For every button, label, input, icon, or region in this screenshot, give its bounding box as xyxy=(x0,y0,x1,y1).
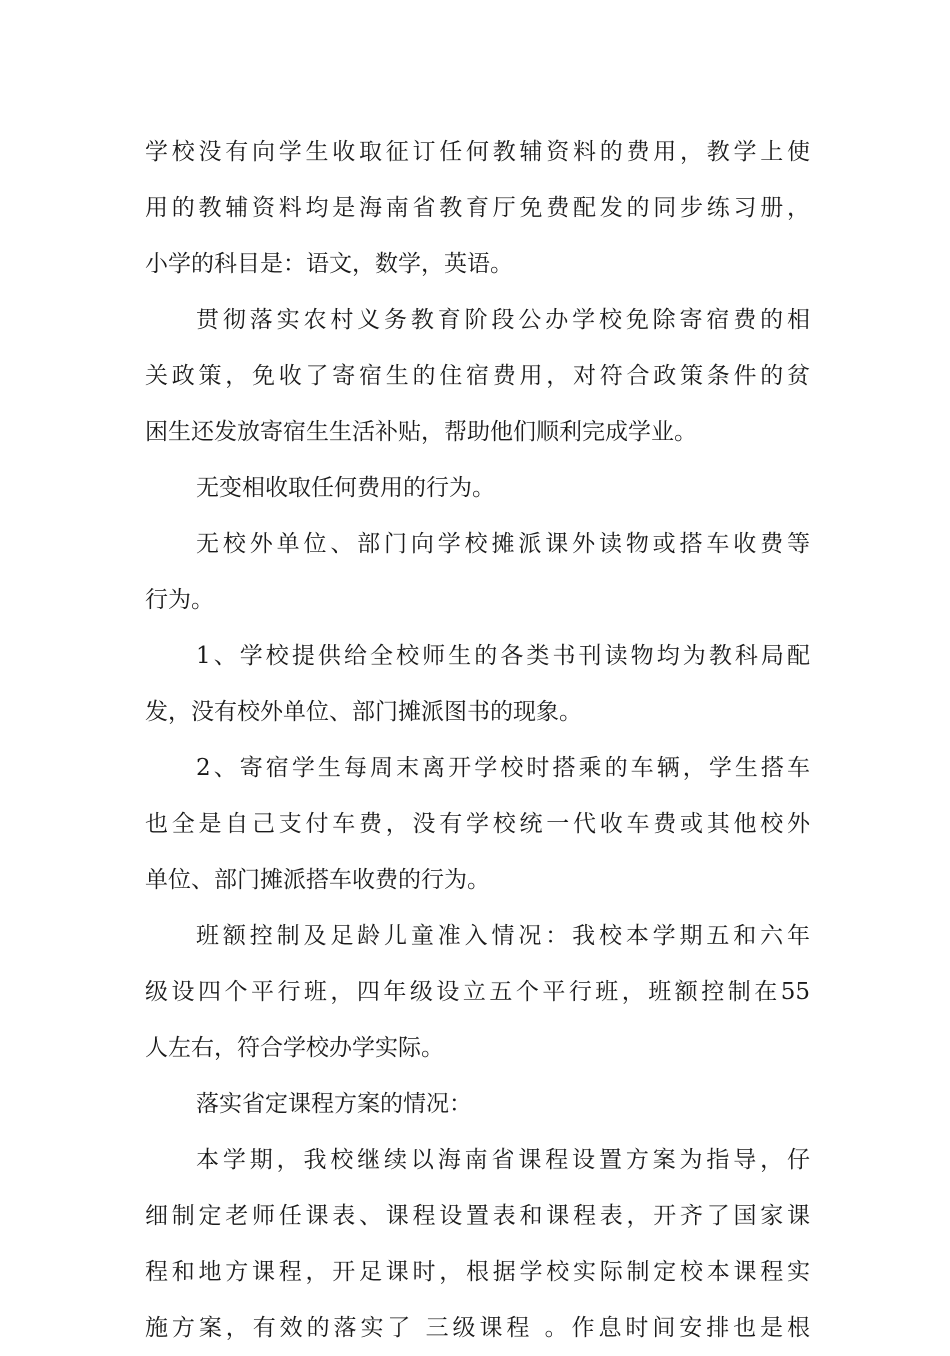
text-line: 发，没有校外单位、部门摊派图书的现象。 xyxy=(145,699,582,725)
text-line: 单位、部门摊派搭车收费的行为。 xyxy=(145,867,490,893)
text-line: 班额控制及足龄儿童准入情况：我校本学期五和六年 xyxy=(196,923,810,949)
text-line: 1、学校提供给全校师生的各类书刊读物均为教科局配 xyxy=(196,643,810,669)
text-line: 行为。 xyxy=(145,587,214,613)
text-line: 小学的科目是：语文，数学，英语。 xyxy=(145,251,513,277)
text-line: 落实省定课程方案的情况： xyxy=(196,1091,472,1117)
text-line: 学校没有向学生收取征订任何教辅资料的费用，教学上使 xyxy=(145,139,810,165)
text-line: 也全是自己支付车费，没有学校统一代收车费或其他校外 xyxy=(145,811,810,837)
text-line: 细制定老师任课表、课程设置表和课程表，开齐了国家课 xyxy=(145,1203,810,1229)
text-line: 关政策，免收了寄宿生的住宿费用，对符合政策条件的贫 xyxy=(145,363,810,389)
text-line: 用的教辅资料均是海南省教育厅免费配发的同步练习册， xyxy=(145,195,810,221)
text-line: 级设四个平行班，四年级设立五个平行班，班额控制在55 xyxy=(145,979,810,1005)
text-line: 本学期，我校继续以海南省课程设置方案为指导，仔 xyxy=(196,1147,810,1173)
text-line: 困生还发放寄宿生生活补贴，帮助他们顺利完成学业。 xyxy=(145,419,697,445)
text-line: 贯彻落实农村义务教育阶段公办学校免除寄宿费的相 xyxy=(196,307,810,333)
document-body xyxy=(145,124,810,1356)
text-line: 无校外单位、部门向学校摊派课外读物或搭车收费等 xyxy=(196,531,810,557)
text-line: 2、寄宿学生每周末离开学校时搭乘的车辆，学生搭车 xyxy=(196,755,810,781)
text-line: 程和地方课程，开足课时，根据学校实际制定校本课程实 xyxy=(145,1259,810,1285)
text-line: 人左右，符合学校办学实际。 xyxy=(145,1035,444,1061)
text-line: 无变相收取任何费用的行为。 xyxy=(196,475,495,501)
text-line: 施方案，有效的落实了 三级课程 。作息时间安排也是根 xyxy=(145,1315,810,1341)
